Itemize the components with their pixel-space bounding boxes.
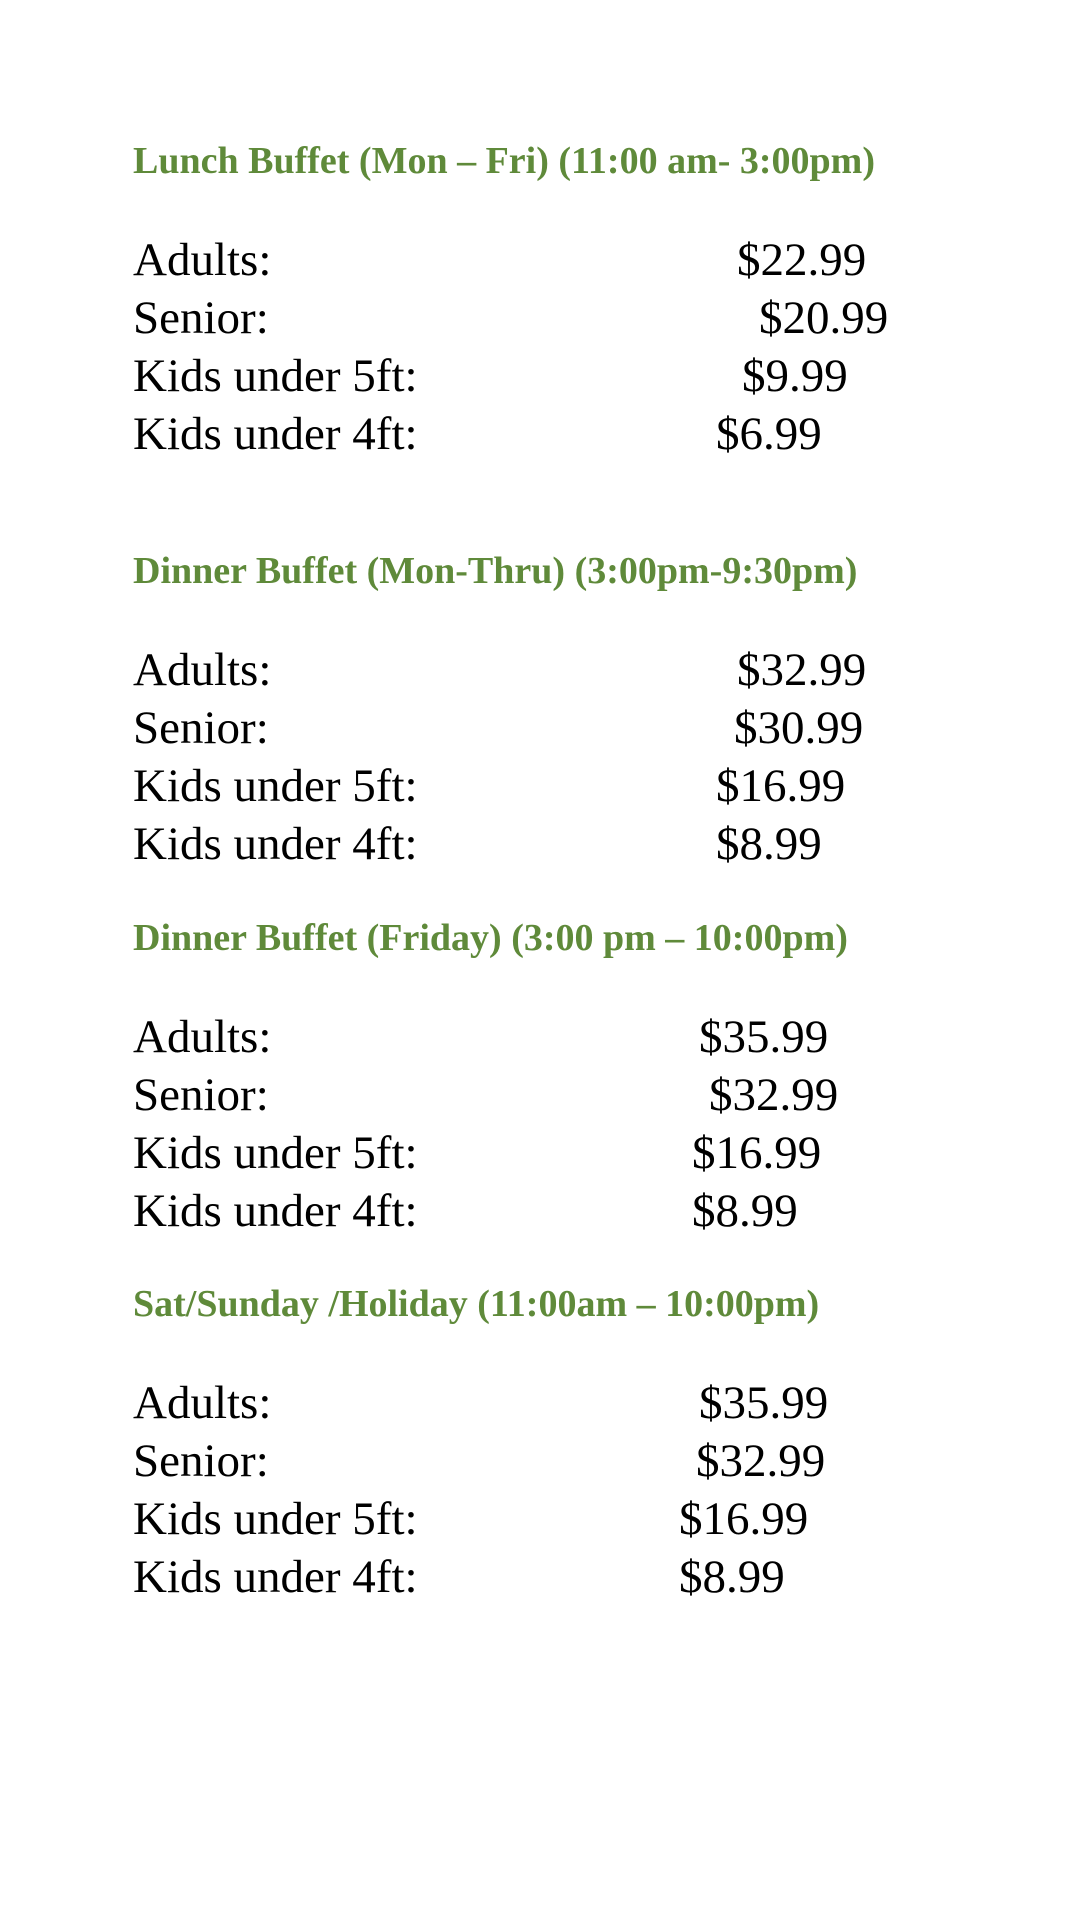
row-price: $20.99: [759, 292, 889, 344]
row-price: $6.99: [716, 408, 822, 460]
row-label: Kids under 5ft:: [133, 1127, 418, 1179]
price-row-kids-under-5ft: [133, 1124, 1033, 1182]
price-list: [133, 1008, 1033, 1240]
dinner-buffet-friday-section: [133, 915, 1033, 1240]
row-price: $32.99: [709, 1069, 839, 1121]
row-label: Adults:: [133, 644, 272, 696]
weekend-holiday-section: [133, 1281, 1033, 1606]
price-row-senior: [133, 1432, 1033, 1490]
row-label: Kids under 5ft:: [133, 760, 418, 812]
price-row-kids-under-4ft: [133, 1182, 1033, 1240]
row-label: Kids under 4ft:: [133, 408, 418, 460]
section-heading: Dinner Buffet (Mon-Thru) (3:00pm-9:30pm): [133, 550, 858, 592]
price-row-senior: [133, 289, 1033, 347]
price-row-adults: [133, 641, 1033, 699]
row-label: Senior:: [133, 292, 269, 344]
price-row-adults: [133, 1374, 1033, 1432]
price-row-senior: [133, 1066, 1033, 1124]
row-price: $30.99: [734, 702, 864, 754]
price-row-kids-under-4ft: [133, 1548, 1033, 1606]
row-price: $35.99: [699, 1377, 829, 1429]
row-label: Senior:: [133, 1435, 269, 1487]
price-row-kids-under-4ft: [133, 815, 1033, 873]
price-row-kids-under-4ft: [133, 405, 1033, 463]
row-label: Adults:: [133, 1377, 272, 1429]
price-row-kids-under-5ft: [133, 347, 1033, 405]
row-label: Kids under 4ft:: [133, 1185, 418, 1237]
row-price: $9.99: [742, 350, 848, 402]
row-label: Kids under 4ft:: [133, 818, 418, 870]
lunch-buffet-section: [133, 138, 1033, 463]
price-list: [133, 231, 1033, 463]
row-price: $35.99: [699, 1011, 829, 1063]
price-row-senior: [133, 699, 1033, 757]
row-label: Senior:: [133, 1069, 269, 1121]
row-price: $8.99: [716, 818, 822, 870]
dinner-buffet-mon-thru-section: [133, 548, 1033, 873]
price-row-adults: [133, 1008, 1033, 1066]
row-label: Kids under 5ft:: [133, 350, 418, 402]
row-price: $16.99: [716, 760, 846, 812]
row-price: $32.99: [737, 644, 867, 696]
section-heading: Sat/Sunday /Holiday (11:00am – 10:00pm): [133, 1283, 820, 1325]
price-row-kids-under-5ft: [133, 757, 1033, 815]
price-row-adults: [133, 231, 1033, 289]
row-price: $8.99: [692, 1185, 798, 1237]
section-heading: Lunch Buffet (Mon – Fri) (11:00 am- 3:00pm): [133, 140, 875, 182]
price-list: [133, 1374, 1033, 1606]
row-label: Senior:: [133, 702, 269, 754]
row-label: Kids under 5ft:: [133, 1493, 418, 1545]
price-list: [133, 641, 1033, 873]
row-price: $22.99: [737, 234, 867, 286]
row-price: $16.99: [692, 1127, 822, 1179]
row-label: Adults:: [133, 1011, 272, 1063]
price-row-kids-under-5ft: [133, 1490, 1033, 1548]
row-price: $16.99: [679, 1493, 809, 1545]
row-price: $32.99: [696, 1435, 826, 1487]
section-heading: Dinner Buffet (Friday) (3:00 pm – 10:00pm): [133, 917, 848, 959]
row-price: $8.99: [679, 1551, 785, 1603]
row-label: Adults:: [133, 234, 272, 286]
row-label: Kids under 4ft:: [133, 1551, 418, 1603]
